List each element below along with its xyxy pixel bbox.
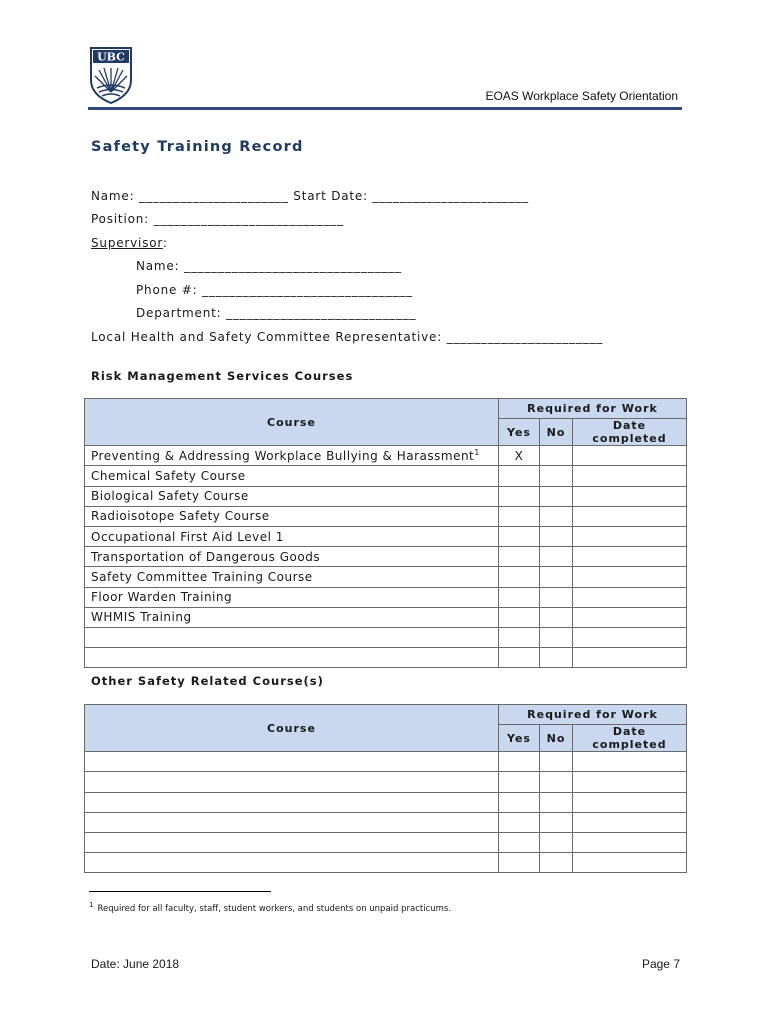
name-start-date-field[interactable]: Name: ______________________ Start Date: _______________________ [91, 189, 529, 203]
footer-date: Date: June 2018 [91, 957, 180, 971]
table-row [85, 567, 687, 587]
supervisor-colon: : [162, 236, 168, 250]
yes-cell[interactable] [499, 832, 540, 852]
table-row [85, 627, 687, 647]
page-number: Page 7 [641, 957, 680, 971]
date-cell[interactable] [573, 832, 687, 852]
course-name: Preventing & Addressing Workplace Bullying & Harassment [91, 449, 475, 464]
date-cell[interactable] [573, 792, 687, 812]
date-cell[interactable] [573, 752, 687, 772]
no-cell[interactable] [540, 627, 573, 647]
required-for-work-header: Required for Work [499, 399, 687, 419]
date-cell[interactable] [573, 547, 687, 567]
no-cell[interactable] [540, 567, 573, 587]
table-row [85, 752, 687, 772]
yes-cell[interactable] [499, 607, 540, 627]
table-row [85, 486, 687, 506]
yes-cell[interactable] [499, 587, 540, 607]
date-cell[interactable] [573, 607, 687, 627]
date-completed-column-header: Date completed [573, 725, 687, 752]
yes-cell[interactable] [499, 772, 540, 792]
table-row [85, 812, 687, 832]
course-cell[interactable] [85, 812, 499, 832]
required-for-work-header: Required for Work [499, 705, 687, 725]
course-column-header: Course [85, 399, 499, 446]
other-courses-table [84, 704, 687, 873]
course-cell[interactable] [85, 627, 499, 647]
date-cell[interactable] [573, 446, 687, 466]
course-cell[interactable] [85, 752, 499, 772]
date-completed-column-header: Date completed [573, 419, 687, 446]
no-cell[interactable] [540, 547, 573, 567]
table-row [85, 446, 687, 466]
no-cell[interactable] [540, 446, 573, 466]
yes-cell[interactable]: X [499, 446, 540, 466]
no-cell[interactable] [540, 792, 573, 812]
supervisor-department-field[interactable]: Department: ____________________________ [136, 306, 417, 320]
table-row [85, 772, 687, 792]
date-cell[interactable] [573, 587, 687, 607]
no-cell[interactable] [540, 607, 573, 627]
ubc-logo [89, 46, 133, 104]
yes-cell[interactable] [499, 812, 540, 832]
footnote-ref: 1 [474, 448, 480, 458]
date-cell[interactable] [573, 853, 687, 873]
page-title: Safety Training Record [91, 139, 304, 155]
no-cell[interactable] [540, 526, 573, 546]
supervisor-label [91, 236, 168, 250]
footnote-text: Required for all faculty, staff, student workers, and students on unpaid practicums. [97, 904, 452, 914]
course-cell: Chemical Safety Course [85, 466, 499, 486]
course-cell[interactable] [85, 648, 499, 668]
supervisor-phone-field[interactable]: Phone #: _______________________________ [136, 283, 413, 297]
course-cell[interactable] [85, 832, 499, 852]
no-cell[interactable] [540, 648, 573, 668]
course-cell: Radioisotope Safety Course [85, 506, 499, 526]
date-cell[interactable] [573, 648, 687, 668]
rms-section-heading: Risk Management Services Courses [91, 369, 354, 383]
course-cell: Biological Safety Course [85, 486, 499, 506]
yes-cell[interactable] [499, 486, 540, 506]
no-cell[interactable] [540, 832, 573, 852]
yes-cell[interactable] [499, 506, 540, 526]
rms-courses-table [84, 398, 687, 668]
date-cell[interactable] [573, 812, 687, 832]
table-row [85, 526, 687, 546]
supervisor-name-field[interactable]: Name: ________________________________ [136, 259, 402, 273]
yes-cell[interactable] [499, 567, 540, 587]
logo-text: UBC [97, 50, 125, 64]
yes-cell[interactable] [499, 648, 540, 668]
no-column-header: No [540, 419, 573, 446]
date-cell[interactable] [573, 466, 687, 486]
no-cell[interactable] [540, 812, 573, 832]
yes-cell[interactable] [499, 853, 540, 873]
no-column-header: No [540, 725, 573, 752]
no-cell[interactable] [540, 506, 573, 526]
footnote-mark: 1 [89, 901, 94, 909]
no-cell[interactable] [540, 466, 573, 486]
course-cell: WHMIS Training [85, 607, 499, 627]
yes-cell[interactable] [499, 466, 540, 486]
table-row [85, 853, 687, 873]
no-cell[interactable] [540, 486, 573, 506]
yes-column-header: Yes [499, 419, 540, 446]
table-row [85, 547, 687, 567]
course-cell [85, 446, 499, 466]
footnote-rule [89, 891, 271, 892]
no-cell[interactable] [540, 853, 573, 873]
table-row [85, 792, 687, 812]
supervisor-label-text: Supervisor [91, 236, 163, 250]
course-cell[interactable] [85, 792, 499, 812]
position-field[interactable]: Position: ____________________________ [91, 212, 344, 226]
date-cell[interactable] [573, 486, 687, 506]
no-cell[interactable] [540, 752, 573, 772]
no-cell[interactable] [540, 587, 573, 607]
course-cell[interactable] [85, 853, 499, 873]
yes-cell[interactable] [499, 792, 540, 812]
course-cell: Floor Warden Training [85, 587, 499, 607]
yes-cell[interactable] [499, 627, 540, 647]
table-row [85, 506, 687, 526]
table-row [85, 832, 687, 852]
local-rep-field[interactable]: Local Health and Safety Committee Representative: _______________________ [91, 330, 604, 344]
yes-cell[interactable] [499, 526, 540, 546]
date-cell[interactable] [573, 567, 687, 587]
date-cell[interactable] [573, 526, 687, 546]
course-column-header: Course [85, 705, 499, 752]
footnote [89, 901, 451, 914]
header-rule [88, 107, 682, 110]
table-row [85, 607, 687, 627]
no-cell[interactable] [540, 772, 573, 792]
yes-column-header: Yes [499, 725, 540, 752]
course-cell: Transportation of Dangerous Goods [85, 547, 499, 567]
header-title: EOAS Workplace Safety Orientation [485, 89, 678, 103]
date-cell[interactable] [573, 506, 687, 526]
course-cell[interactable] [85, 772, 499, 792]
course-cell: Safety Committee Training Course [85, 567, 499, 587]
other-section-heading: Other Safety Related Course(s) [91, 674, 324, 688]
course-cell: Occupational First Aid Level 1 [85, 526, 499, 546]
yes-cell[interactable] [499, 547, 540, 567]
date-cell[interactable] [573, 627, 687, 647]
table-row [85, 466, 687, 486]
table-row [85, 587, 687, 607]
table-row [85, 648, 687, 668]
yes-cell[interactable] [499, 752, 540, 772]
date-cell[interactable] [573, 772, 687, 792]
